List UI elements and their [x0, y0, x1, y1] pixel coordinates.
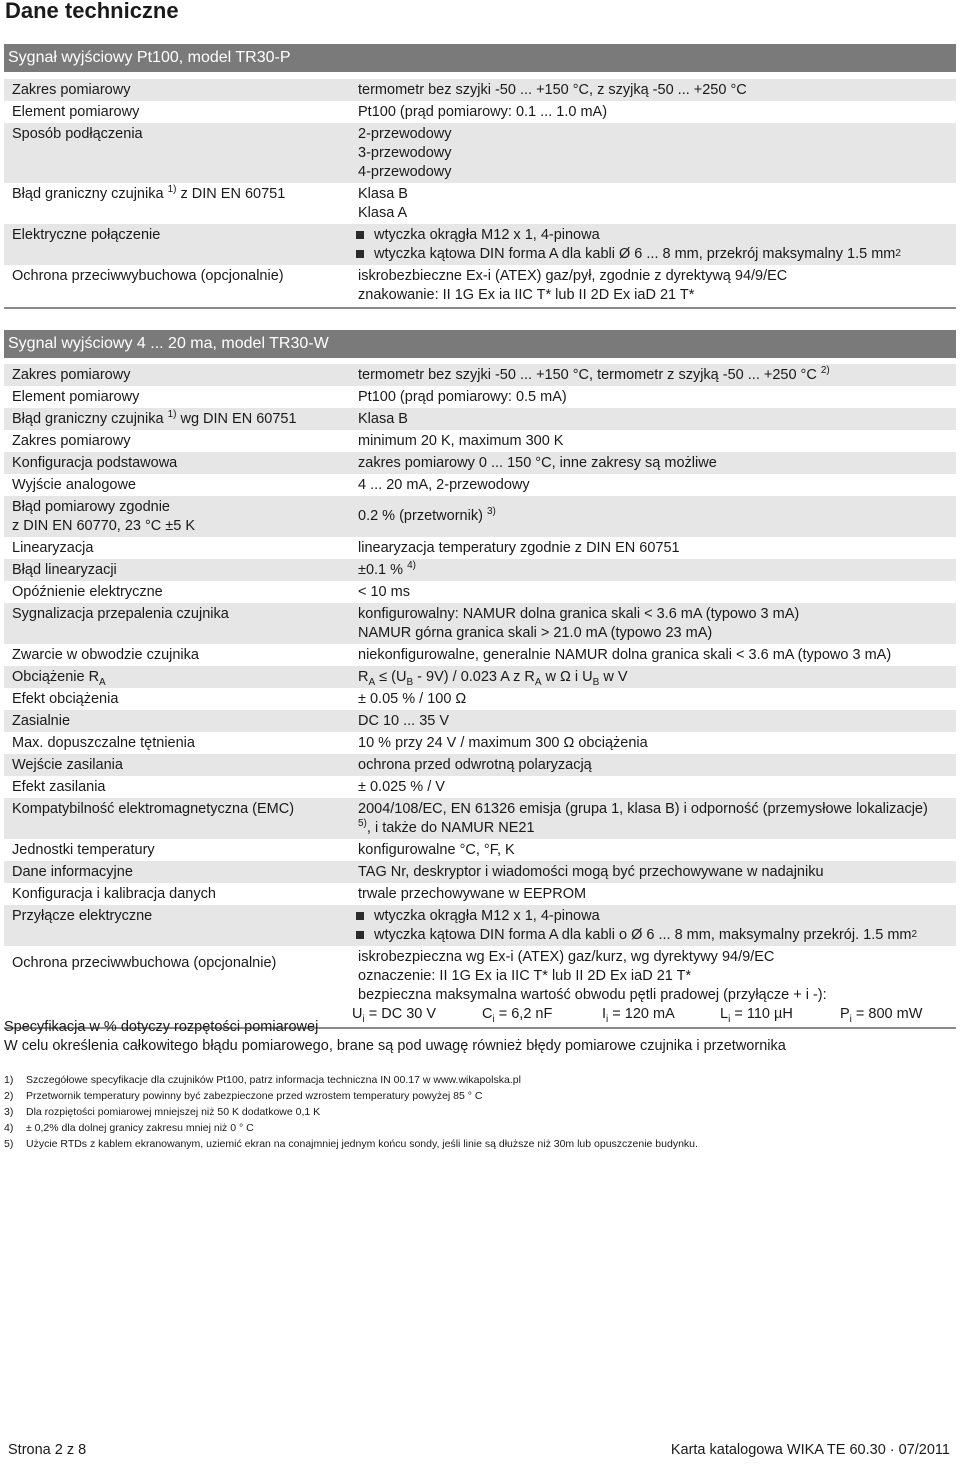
table-row: [4, 364, 956, 386]
row-label: Elektryczne połączenie: [12, 226, 161, 243]
table-row: [4, 559, 956, 581]
list-item: wtyczka kątowa DIN forma A dla kabli o Ø 6 ... 8 mm, maksymalny przekrój. 1.5 mm 2: [372, 926, 956, 945]
row-label: Sposób podłączenia: [12, 125, 143, 142]
row-value: konfigurowalny: NAMUR dolna granica skali < 3.6 mA (typowo 3 mA) NAMUR górna granica skali > 21.0 mA (typowo 23 mA): [358, 605, 800, 641]
table-row: [4, 644, 956, 666]
table-row: [4, 666, 956, 688]
table-row: [4, 688, 956, 710]
table-row: [4, 537, 956, 559]
footnote: 4) ± 0,2% dla dolnej granicy zakresu mniej niż 0 ° C: [4, 1122, 254, 1134]
ci-value: $U_i$ = DC 30 V: [352, 1005, 437, 1025]
row-value: termometr bez szyjki -50 ... +150 °C, termometr z szyjką -50 ... +250 °C $^{2)}$: [358, 364, 830, 383]
value-line: Klasa B: [358, 185, 408, 202]
table-row: [4, 754, 956, 776]
table-row: [4, 905, 956, 946]
row-value: 4 ... 20 mA, 2-przewodowy: [358, 476, 530, 493]
row-value: linearyzacja temperatury zgodnie z DIN EN 60751: [358, 539, 680, 556]
spec-line: W celu określenia całkowitego błądu pomiarowego, brane są pod uwagę również błędy pomiarowe czujnika i przetwornika: [4, 1038, 786, 1054]
table-row: [4, 183, 956, 224]
table-row: [4, 839, 956, 861]
row-label: Konfiguracja i kalibracja danych: [12, 885, 216, 902]
page-footer: [8, 1442, 950, 1458]
row-label: Linearyzacja: [12, 539, 94, 556]
table-row: [4, 79, 956, 101]
value-line: 3-przewodowy: [358, 144, 452, 161]
row-value: konfigurowalne °C, °F, K: [358, 841, 515, 858]
row-label: Zakres pomiarowy: [12, 432, 131, 449]
list-item: wtyczka okrągła M12 x 1, 4-pinowa: [372, 226, 956, 245]
list-item: wtyczka kątowa DIN forma A dla kabli Ø 6 ... 8 mm, przekrój maksymalny 1.5 mm 2: [372, 245, 956, 264]
row-label: Zwarcie w obwodzie czujnika: [12, 646, 199, 663]
table-row: [4, 474, 956, 496]
row-label: Kompatybilność elektromagnetyczna (EMC): [12, 800, 295, 817]
spec-note: [4, 1018, 786, 1056]
row-value: TAG Nr, deskryptor i wiadomości mogą być przechowywane w nadajniku: [358, 863, 824, 880]
row-label: Zasialnie: [12, 712, 71, 729]
section-divider: [4, 307, 956, 309]
ci-value: $L_i = 110$ µH: [720, 1005, 793, 1025]
footnotes: [4, 1072, 698, 1152]
row-label: Ochrona przeciwwbuchowa (opcjonalnie): [12, 954, 277, 971]
row-label: Sygnalizacja przepalenia czujnika: [12, 605, 229, 622]
row-label: Dane informacyjne: [12, 863, 133, 880]
row-label: Element pomiarowy: [12, 388, 140, 405]
section-4-20ma: [4, 330, 956, 1029]
footnote: 5) Użycie RTDs z kablem ekranowanym, uziemić ekran na conajmniej jednym końcu sondy, jeśli linie są dłuższe niż 30m lub opuszczenie budynku.: [4, 1138, 698, 1150]
ci-value: $P_i = 800$ mW: [840, 1005, 923, 1025]
table-row: [4, 386, 956, 408]
row-label: Wyjście analogowe: [12, 476, 136, 493]
ci-value: $I_i = 120$ mA: [602, 1005, 675, 1025]
row-value: termometr bez szyjki -50 ... +150 °C, z szyjką -50 ... +250 °C: [358, 81, 747, 98]
table-row: [4, 408, 956, 430]
value-line: 2-przewodowy: [358, 125, 452, 142]
section-header: Sygnal wyjściowy 4 ... 20 ma, model TR30-W: [4, 330, 956, 358]
row-value: [356, 125, 956, 182]
row-label: Zakres pomiarowy: [12, 366, 131, 383]
square-bullet-icon: [356, 231, 364, 239]
row-value: 2004/108/EC, EN 61326 emisja (grupa 1, klasa B) i odporność (przemysłowe lokalizacje) $^{5)}$, i także do NAMUR NE21: [358, 800, 928, 836]
section-header: Sygnał wyjściowy Pt100, model TR30-P: [4, 44, 956, 72]
table-row: [4, 581, 956, 603]
spec-line: Specyfikacja w % dotyczy rozpętości pomiarowej: [4, 1019, 319, 1035]
row-value: ochrona przed odwrotną polaryzacją: [358, 756, 592, 773]
page-title: Dane techniczne: [5, 0, 179, 23]
table-row: [4, 496, 956, 537]
row-value: ±0.1 % $^{4)}$: [358, 559, 416, 578]
section-pt100: [4, 44, 956, 309]
row-value: DC 10 ... 35 V: [358, 712, 450, 729]
row-value: trwale przechowywane w EEPROM: [358, 885, 587, 902]
row-value: minimum 20 K, maximum 300 K: [358, 432, 564, 449]
row-label: Wejście zasilania: [12, 756, 123, 773]
table-row: [4, 101, 956, 123]
table-row: [4, 798, 956, 839]
row-value: [356, 226, 956, 264]
row-value: ± 0.05 % / 100 Ω: [358, 690, 467, 707]
row-label: Konfiguracja podstawowa: [12, 454, 178, 471]
row-label: Ochrona przeciwwybuchowa (opcjonalnie): [12, 267, 284, 284]
list-item: wtyczka okrągła M12 x 1, 4-pinowa: [372, 907, 956, 926]
table-row: [4, 861, 956, 883]
table-row: [4, 946, 956, 1025]
row-value: [356, 267, 956, 305]
ci-value: $C_i = 6,2$ nF: [482, 1005, 553, 1025]
row-label: Max. dopuszczalne tętnienia: [12, 734, 195, 751]
row-label: Efekt obciążenia: [12, 690, 119, 707]
value-line: 4-przewodowy: [358, 163, 452, 180]
row-label: Błąd pomiarowy zgodnie z DIN EN 60770, 23 °C ±5 K: [12, 498, 196, 534]
square-bullet-icon: [356, 912, 364, 920]
row-value: niekonfigurowalne, generalnie NAMUR dolna granica skali < 3.6 mA (typowo 3 mA): [358, 646, 892, 663]
row-label: Efekt zasilania: [12, 778, 106, 795]
table-row: [4, 603, 956, 644]
row-value: 10 % przy 24 V / maximum 300 Ω obciążenia: [358, 734, 648, 751]
footnote: 3) Dla rozpiętości pomiarowej mniejszej niż 50 K dodatkowe 0,1 K: [4, 1106, 321, 1118]
row-value: [356, 185, 956, 223]
square-bullet-icon: [356, 931, 364, 939]
value-line: znakowanie: II 1G Ex ia IIC T* lub II 2D Ex iaD 21 T*: [358, 286, 695, 303]
row-value: Pt100 (prąd pomiarowy: 0.1 ... 1.0 mA): [358, 103, 608, 120]
row-label: Błąd graniczny czujnika $^{1)}$ z DIN EN 60751: [12, 183, 286, 202]
page-number: Strona 2 z 8: [8, 1442, 87, 1458]
row-label: Element pomiarowy: [12, 103, 140, 120]
row-label: Jednostki temperatury: [12, 841, 155, 858]
row-label: Przyłącze elektryczne: [12, 907, 153, 924]
table-row: [4, 776, 956, 798]
table-row: [4, 224, 956, 265]
row-value: Pt100 (prąd pomiarowy: 0.5 mA): [358, 388, 567, 405]
table-row: [4, 430, 956, 452]
table-row: [4, 732, 956, 754]
row-value: ± 0.025 % / V: [358, 778, 445, 795]
row-value: Klasa B: [358, 410, 408, 427]
square-bullet-icon: [356, 250, 364, 258]
table-row: [4, 265, 956, 306]
catalog-reference: Karta katalogowa WIKA TE 60.30 · 07/2011: [670, 1442, 950, 1458]
table-row: [4, 710, 956, 732]
row-value: zakres pomiarowy 0 ... 150 °C, inne zakresy są możliwe: [358, 454, 717, 471]
table-row: [4, 452, 956, 474]
row-value: 0.2 % (przetwornik) $^{3)}$: [358, 506, 496, 524]
row-value: iskrobezpieczna wg Ex-i (ATEX) gaz/kurz, wg dyrektywy 94/9/EC oznaczenie: II 1G Ex ia IIC T* lub II 2D Ex iaD 21 T* bezpieczna maksymalna wartość obwodu pętli pradowej (przyłącze + i -): $U_i$ = DC 30 V $C_i = 6,2$ nF $I_i = 120$ mA $L_i = 110$ µH $P_i = 800$ mW: [356, 948, 956, 1024]
row-label: Opóźnienie elektryczne: [12, 583, 163, 600]
value-line: iskrobezbieczne Ex-i (ATEX) gaz/pył, zgodnie z dyrektywą 94/9/EC: [358, 267, 788, 284]
table-row: [4, 883, 956, 905]
row-value: [356, 907, 956, 945]
footnote: 1) Szczegółowe specyfikacje dla czujników Pt100, patrz informacja techniczna IN 00.17 w www.wikapolska.pl: [4, 1074, 521, 1086]
row-label: Zakres pomiarowy: [12, 81, 131, 98]
row-label: Obciążenie $R_A$: [12, 668, 106, 688]
row-label: Błąd graniczny czujnika $^{1)}$ wg DIN EN 60751: [12, 408, 297, 427]
row-value: $R_A \le (U_B - 9V) / 0.023$ A z $R_A$ w Ω i $U_B$ w V: [358, 668, 628, 688]
row-label: Błąd linearyzacji: [12, 561, 117, 578]
table-row: [4, 123, 956, 183]
footnote: 2) Przetwornik temperatury powinny być zabezpieczone przed wzrostem temperatury powyżej 85 ° C: [4, 1090, 483, 1102]
row-value: < 10 ms: [358, 583, 410, 600]
value-line: Klasa A: [358, 204, 408, 221]
